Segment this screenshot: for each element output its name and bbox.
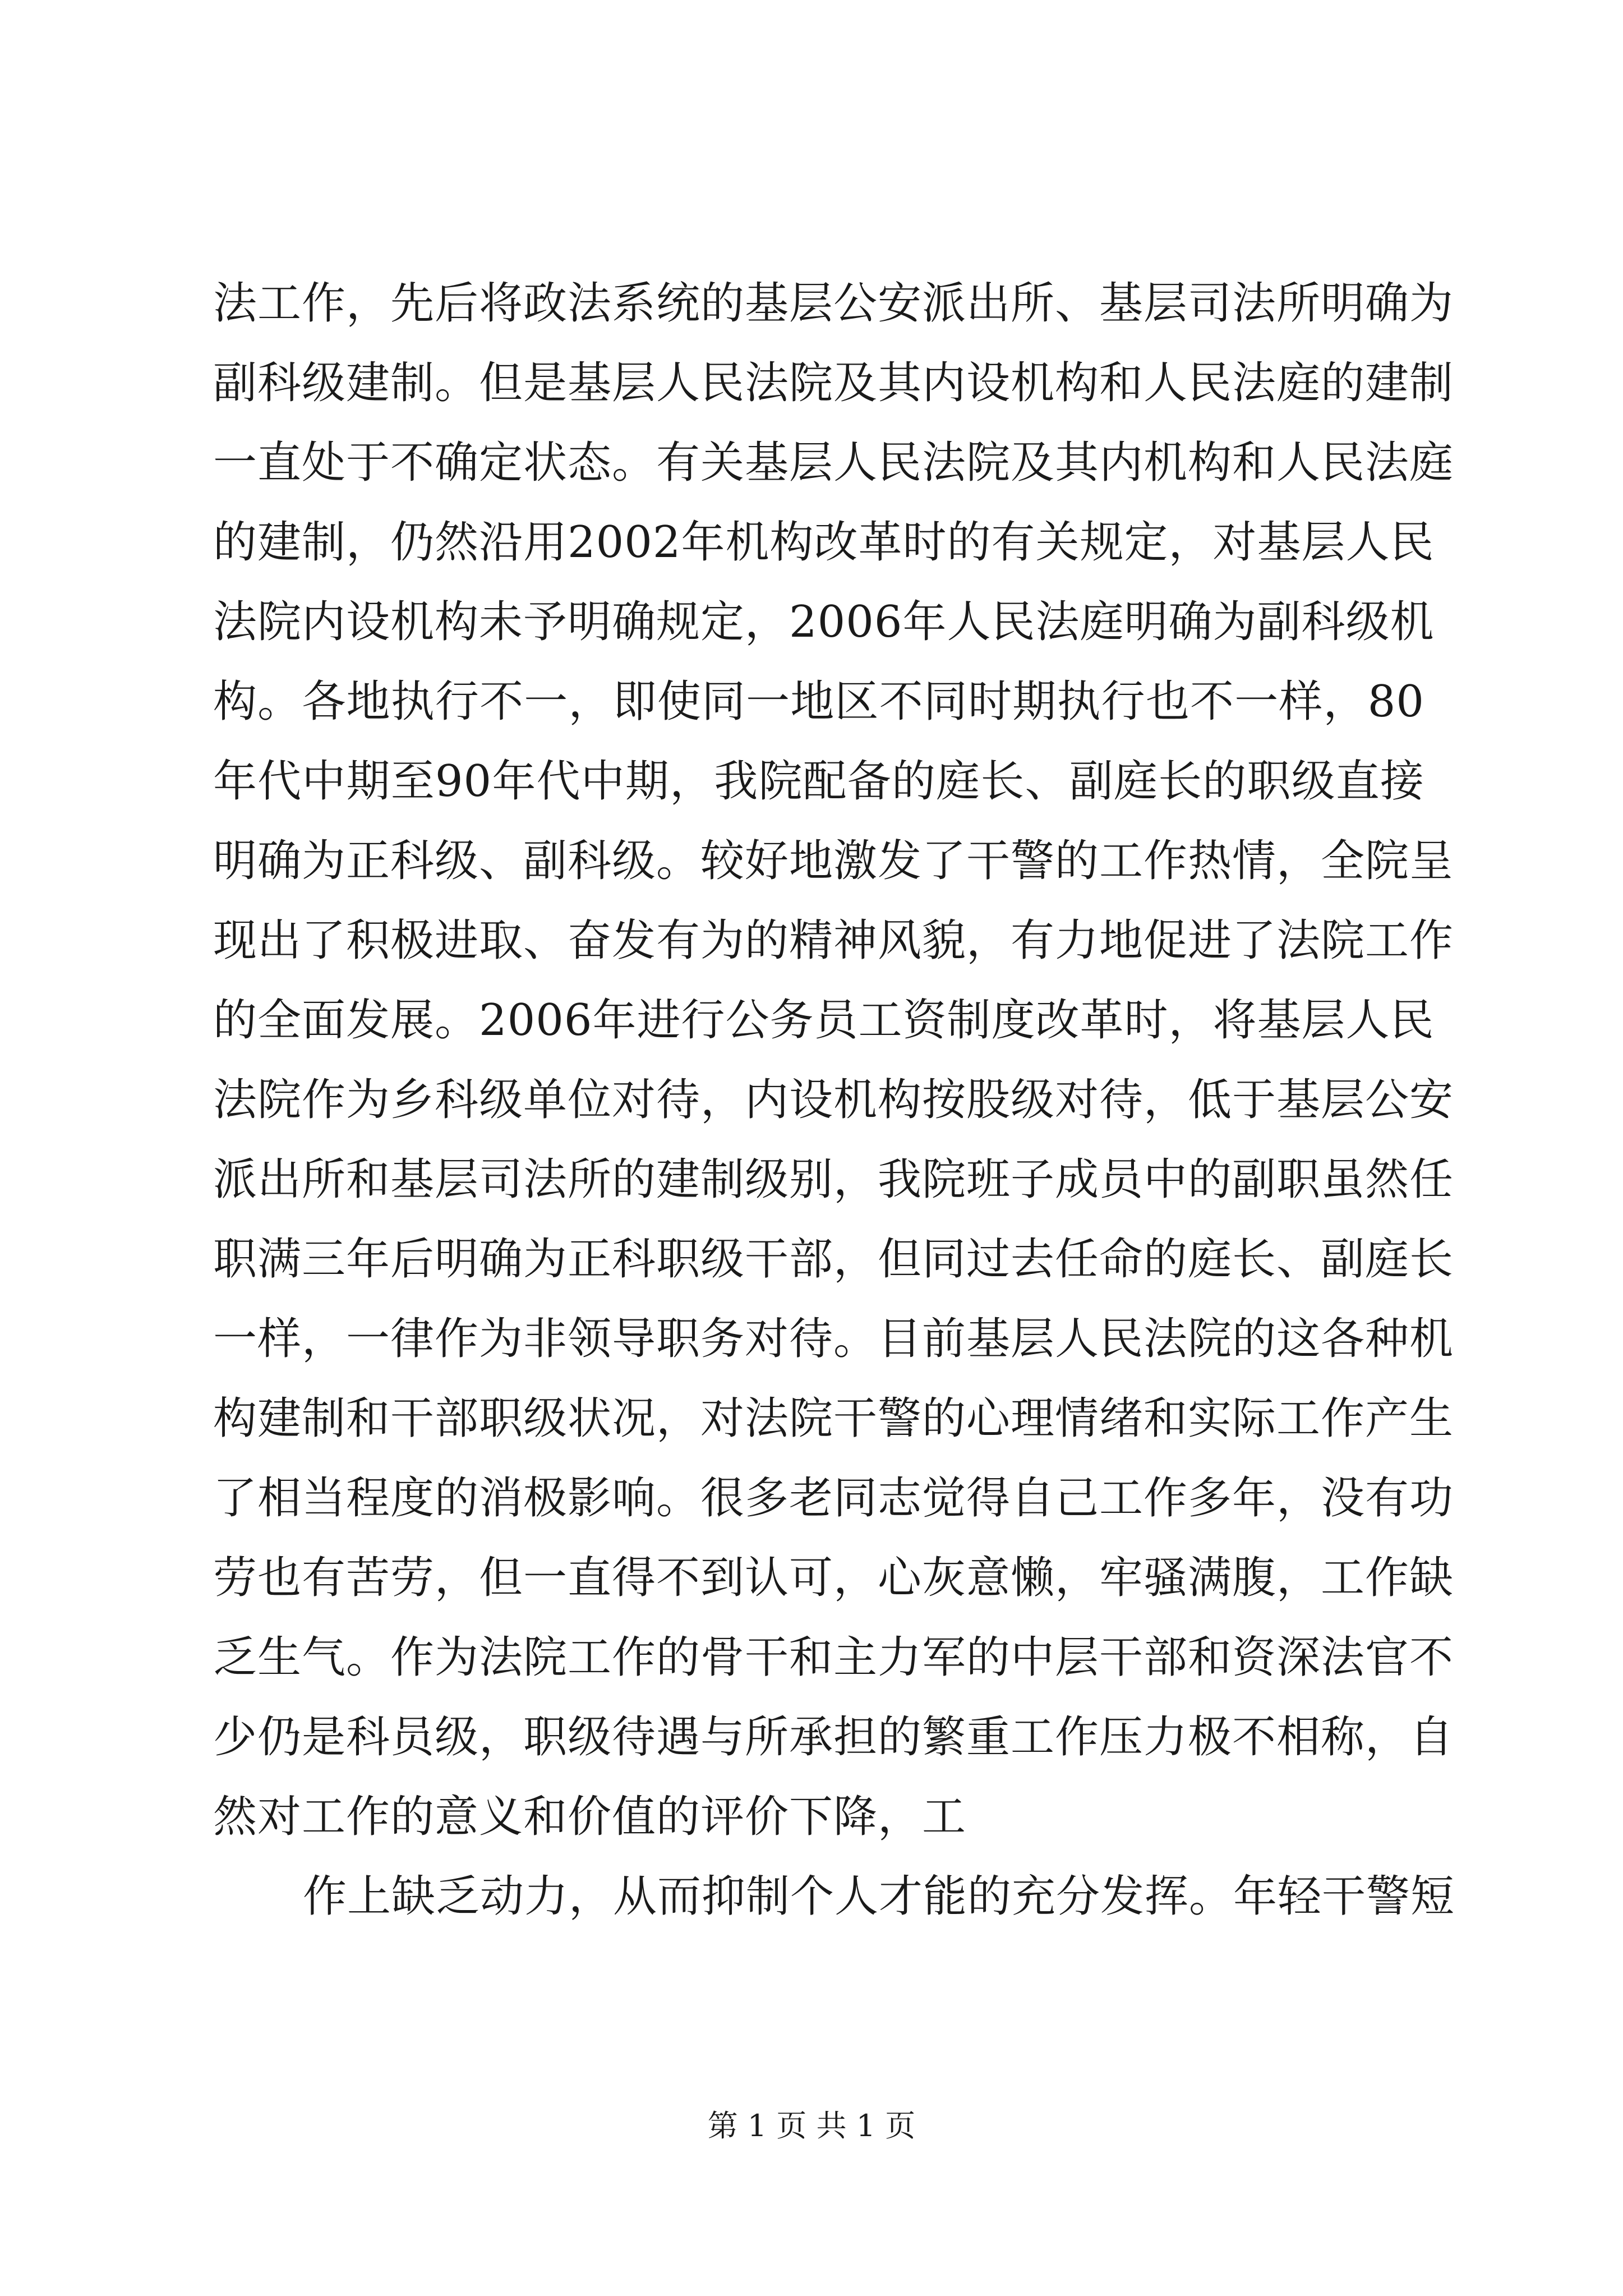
text-line: 法工作，先后将政法系统的基层公安派出所、基层司法所明确为 — [213, 278, 1454, 329]
text-line: 构建制和干部职级状况，对法院干警的心理情绪和实际工作产生 — [213, 1393, 1454, 1444]
text-line: 派出所和基层司法所的建制级别，我院班子成员中的副职虽然任 — [213, 1154, 1454, 1205]
text-line: 乏生气。作为法院工作的骨干和主力军的中层干部和资深法官不 — [213, 1632, 1454, 1683]
text-line: 劳也有苦劳，但一直得不到认可，心灰意懒，牢骚满腹，工作缺 — [213, 1553, 1454, 1603]
text-line: 法院作为乡科级单位对待，内设机构按股级对待，低于基层公安 — [213, 1075, 1454, 1125]
text-line: 一样，一律作为非领导职务对待。目前基层人民法院的这各种机 — [213, 1314, 1454, 1364]
text-line: 现出了积极进取、奋发有为的精神风貌，有力地促进了法院工作 — [213, 915, 1454, 966]
text-line: 年代中期至90年代中期，我院配备的庭长、副庭长的职级直接 — [213, 756, 1424, 807]
text-line: 法院内设机构未予明确规定，2006年人民法庭明确为副科级机 — [213, 597, 1435, 647]
text-line: 然对工作的意义和价值的评价下降，工 — [213, 1792, 967, 1842]
text-line: 的全面发展。2006年进行公务员工资制度改革时，将基层人民 — [213, 995, 1435, 1046]
text-line: 的建制，仍然沿用2002年机构改革时的有关规定，对基层人民 — [213, 517, 1435, 568]
page-number-label: 第 1 页 共 1 页 — [707, 2108, 916, 2143]
body-text — [213, 264, 1455, 1936]
text-line: 职满三年后明确为正科职级干部，但同过去任命的庭长、副庭长 — [213, 1234, 1454, 1285]
text-line: 少仍是科员级，职级待遇与所承担的繁重工作压力极不相称，自 — [213, 1712, 1454, 1763]
text-line: 副科级建制。但是基层人民法院及其内设机构和人民法庭的建制 — [213, 358, 1454, 408]
page-footer — [0, 2106, 1623, 2146]
text-line: 构。各地执行不一，即使同一地区不同时期执行也不一样，80 — [213, 677, 1424, 727]
text-line: 了相当程度的消极影响。很多老同志觉得自己工作多年，没有功 — [213, 1473, 1454, 1524]
text-line: 作上缺乏动力，从而抑制个人才能的充分发挥。年轻干警短 — [303, 1871, 1455, 1922]
text-line: 一直处于不确定状态。有关基层人民法院及其内机构和人民法庭 — [213, 438, 1454, 488]
text-line: 明确为正科级、副科级。较好地激发了干警的工作热情，全院呈 — [213, 836, 1454, 886]
